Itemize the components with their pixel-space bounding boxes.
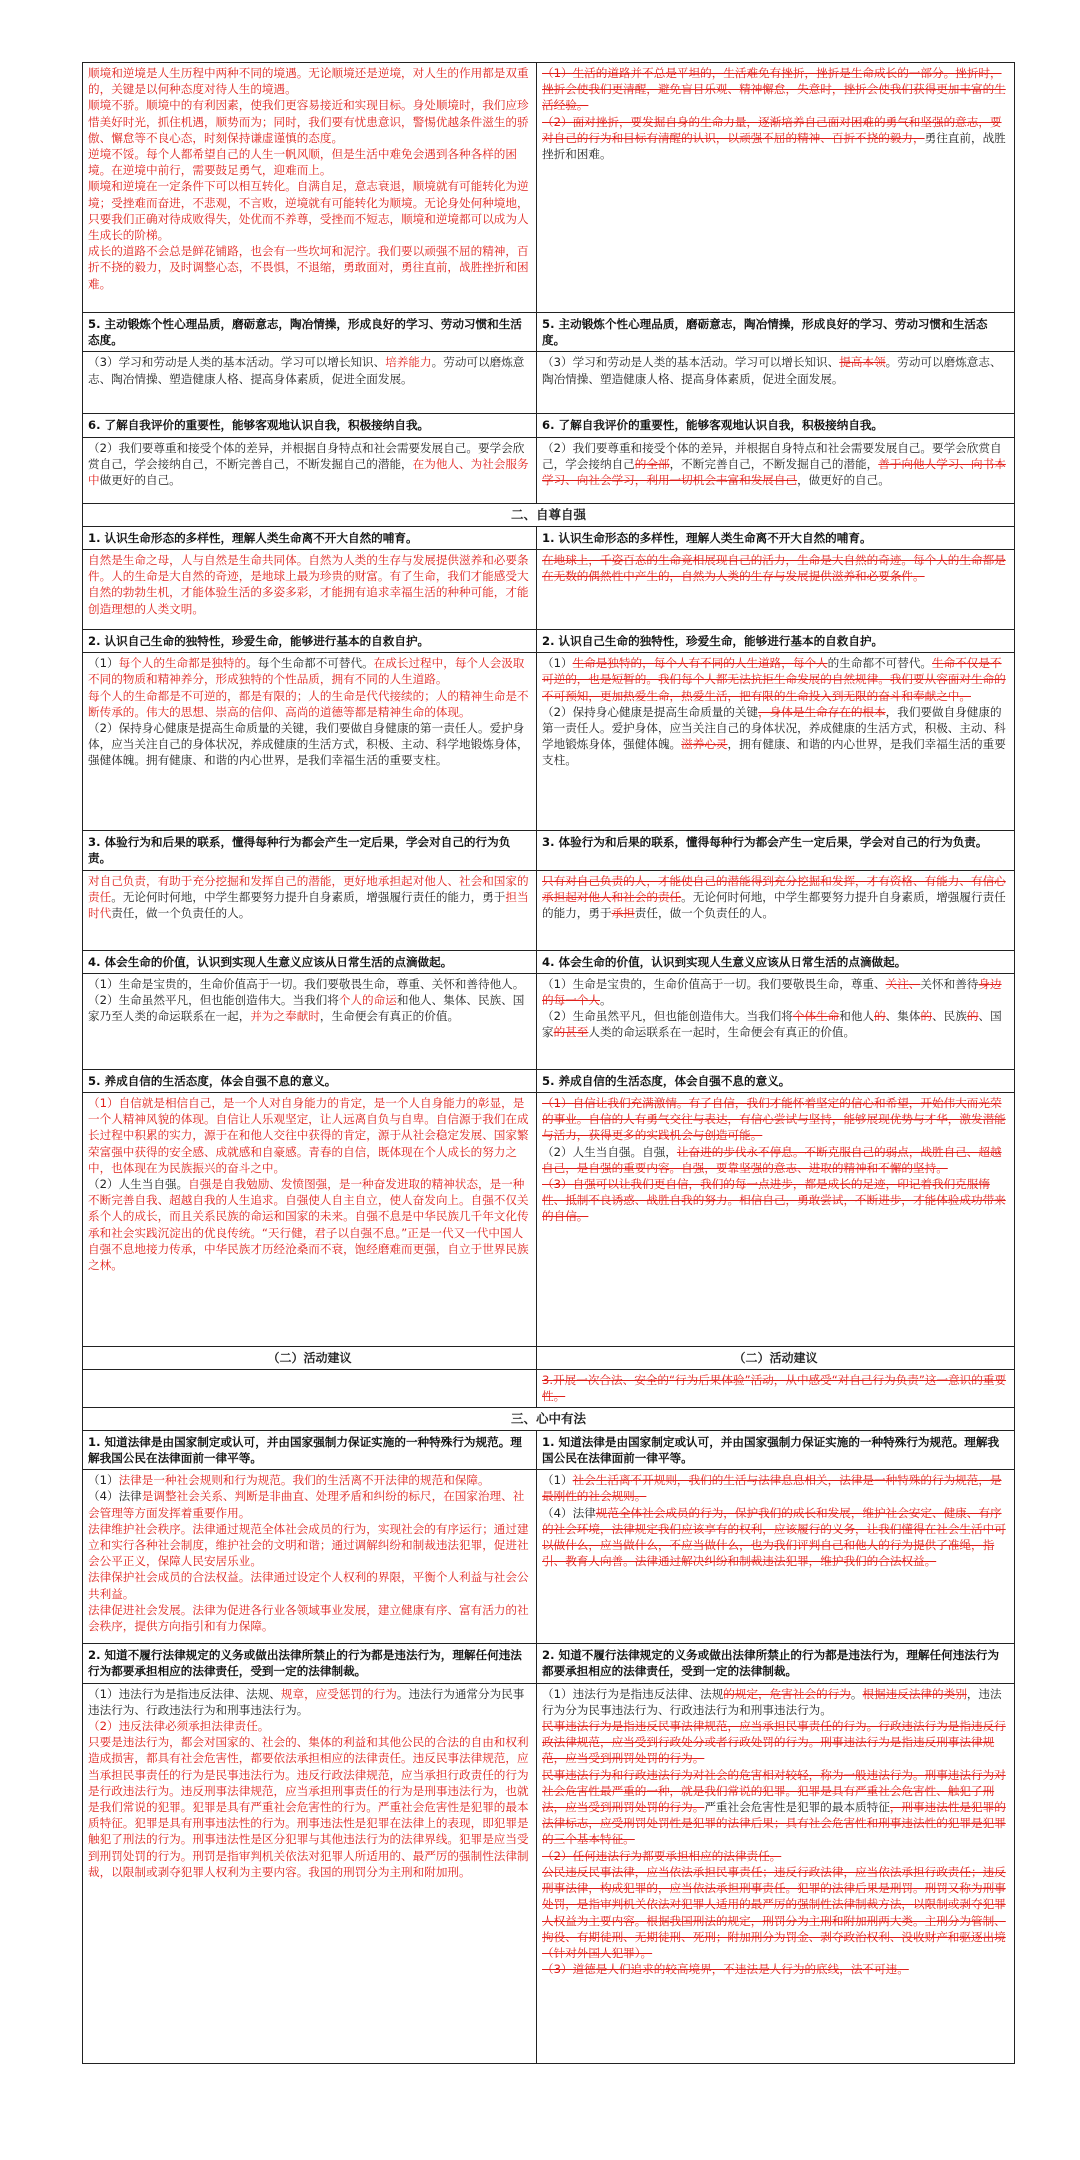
deleted-text: 民事违法行为和行政违法行为对社会的危害相对较轻，称为一般违法行为。刑事违法行为对社会危害性最严重的一种，就是我们常说的犯罪。犯罪是具有严重社会危害性、触犯了刑法，应当受到刑罚处罚的行为。 [542, 1767, 1006, 1815]
content-cell-left [83, 352, 537, 414]
text-run: ，违法行为分为民事违法行为、行政违法行为和刑事违法行为。 [542, 1686, 1002, 1717]
standard-heading-right: 6. 了解自我评价的重要性，能够客观地认识自我，积极接纳自我。 [537, 414, 1015, 437]
added-text: 并为之奉献时 [250, 1009, 320, 1024]
content-cell-left [83, 550, 537, 630]
deleted-text: （3）自强可以让我们更自信，我们的每一点进步，都是成长的足迹，印记着我们克服惰性、抵制不良诱惑、战胜自我的努力。相信自己，勇敢尝试，不断进步，才能体验成功带来的自信。 [542, 1177, 1006, 1224]
paragraph [88, 65, 531, 97]
deleted-text: 个体生命 [792, 1009, 840, 1024]
paragraph [542, 1472, 1009, 1504]
text-run: 、集体 [885, 1009, 921, 1024]
added-text: 法律是一种社会规则和行为规范。我们的生活离不开法律的规范和保障。 [118, 1473, 490, 1488]
paragraph [542, 354, 1009, 386]
table-row [83, 630, 1015, 653]
text-run: （1） [542, 656, 573, 671]
deleted-text: 只有对自己负责的人，才能使自己的潜能得到充分挖掘和发挥，才有资格、有能力、有信心承担起对他人和社会的责任 [542, 873, 1006, 904]
paragraph [88, 1734, 531, 1880]
paragraph [88, 873, 531, 922]
section-title: 二、自尊自强 [83, 503, 1015, 526]
deleted-text: 身边的每一个人 [542, 976, 1002, 1008]
paragraph [88, 97, 531, 146]
deleted-text: 的 [966, 1009, 979, 1024]
standard-heading-right: 1. 知道法律是由国家制定或认可，并由国家强制力保证实施的一种特殊行为规范。理解我国公民在法律面前一律平等。 [537, 1430, 1015, 1469]
added-text: 顺境不骄。顺境中的有利因素，使我们更容易接近和实现目标。身处顺境时，我们应珍惜美好时光，抓住机遇，顺势而为；同时，我们要有忧患意识，警惕优越条件滋生的骄傲、懈怠等不良心态，时刻保持谦虚谨慎的态度。 [88, 98, 529, 145]
text-run: （4）法律 [542, 1505, 596, 1520]
paragraph [88, 146, 531, 178]
added-text: 自然是生命之母，人与自然是生命共同体。自然为人类的生存与发展提供滋养和必要条件。人的生命是大自然的奇迹，是地球上最为珍贵的财富。有了生命，我们才能感受大自然的勃勃生机，才能体验生活的多姿多彩，才能拥有追求幸福生活的种种可能，才能创造理想的人类文明。 [88, 553, 529, 616]
content-cell-left [83, 870, 537, 950]
standard-heading-left: 2. 知道不履行法律规定的义务或做出法律所禁止的行为都是违法行为，理解任何违法行为都要承担相应的法律责任，受到一定的法律制裁。 [83, 1644, 537, 1683]
standard-heading-right: 5. 主动锻炼个性心理品质，磨砺意志，陶冶情操，形成良好的学习、劳动习惯和生活态度。 [537, 313, 1015, 352]
paragraph [88, 688, 531, 720]
text-run: （1）违法行为是指违反法律、法规 [542, 1686, 724, 1701]
table-row [83, 526, 1015, 549]
paragraph [542, 1767, 1009, 1848]
standard-heading-left: 4. 体会生命的价值，认识到实现人生意义应该从日常生活的点滴做起。 [83, 950, 537, 973]
deleted-text: 的规定，危害社会的行为 [723, 1686, 851, 1701]
deleted-text: 公民违反民事法律，应当依法承担民事责任；违反行政法律，应当依法承担行政责任；违反刑事法律，构成犯罪的，应当依法承担刑事责任。犯罪的法律后果是刑罚。刑罚又称为刑事处罚，是指审判机关依法对犯罪人适用的最严厉的强制性法律制裁方法，以限制或剥夺犯罪人权益为主要内容。根据我国刑法的规定，刑罚分为主刑和附加刑两大类。主刑分为管制、拘役、有期徒刑、无期徒刑、死刑；附加刑分为罚金、剥夺政治权利、没收财产和驱逐出境（针对外国人犯罪）。 [542, 1864, 1006, 1960]
text-run: 。劳动可以磨炼意志、陶冶情操、塑造健康人格、提高身体素质，促进全面发展。 [542, 355, 1002, 386]
table-row [83, 1430, 1015, 1469]
paragraph [88, 243, 531, 292]
deleted-text: 的全部 [634, 456, 670, 471]
table-row [83, 1370, 1015, 1407]
paragraph [542, 1718, 1009, 1767]
content-cell-right [537, 1470, 1015, 1644]
paragraph [88, 1602, 531, 1634]
standard-heading-right: 2. 认识自己生命的独特性，珍爱生命，能够进行基本的自救自护。 [537, 630, 1015, 653]
text-run: （1）生命是宝贵的，生命价值高于一切。我们要敬畏生命，尊重、关怀和善待他人。 [88, 976, 525, 991]
table-row [83, 313, 1015, 352]
text-run: 。每个生命都不可替代。 [246, 656, 374, 671]
text-run: （2）我们要尊重和接受个体的差异，并根据自身特点和社会需要发展自己。要学会欣赏自己，学会接纳自己 [542, 440, 1002, 471]
table-row [83, 973, 1015, 1069]
standard-heading-left: 1. 认识生命形态的多样性，理解人类生命离不开大自然的哺育。 [83, 526, 537, 549]
paragraph [542, 1008, 1009, 1040]
text-run: （3）学习和劳动是人类的基本活动。学习可以增长知识、 [542, 355, 840, 370]
standard-heading-left: 5. 主动锻炼个性心理品质，磨砺意志，陶冶情操，形成良好的学习、劳动习惯和生活态度。 [83, 313, 537, 352]
paragraph [542, 440, 1009, 489]
standard-heading-left: 6. 了解自我评价的重要性，能够客观地认识自我，积极接纳自我。 [83, 414, 537, 437]
table-row [83, 550, 1015, 630]
activity-suggestion-right: 3.开展一次合法、安全的“行为后果体验”活动，从中感受“对自己行为负责”这一意识的重要性。 [537, 1370, 1015, 1407]
text-run: 。无论何时何地，中学生都要努力提升自身素质，增强履行责任的能力，勇于 [111, 889, 506, 904]
paragraph [88, 440, 531, 489]
content-cell-right [537, 973, 1015, 1069]
content-cell-left [83, 437, 537, 503]
deleted-text: （1）生活的道路并不总是平坦的，生活难免有挫折，挫折是生命成长的一部分。挫折时，挫折会使我们更清醒，避免盲目乐观、精神懈怠，失意时，挫折会使我们获得更加丰富的生活经验。 [542, 66, 1006, 113]
text-run: 自强， [642, 1144, 677, 1159]
content-cell-right [537, 1093, 1015, 1347]
added-text: 每个人的生命都是不可逆的，都是有限的；人的生命是代代接续的；人的精神生命是不断传承的。伟大的思想、崇高的信仰、高尚的道德等都是精神生命的体现。 [88, 688, 529, 719]
paragraph [88, 655, 531, 687]
deleted-text: （1）自信让我们充满激情。有了自信，我们才能怀着坚定的信心和希望，开始伟大而光荣的事业。自信的人有勇气交往与表达，有信心尝试与坚持，能够展现优势与才华，激发潜能与活力，获得更多的实践机会与创造可能。 [542, 1096, 1006, 1143]
table-row [83, 503, 1015, 526]
paragraph [542, 1144, 1009, 1176]
deleted-text: 在地球上，千姿百态的生命竞相展现自己的活力，生命是大自然的奇迹。每个人的生命都是在无数的偶然性中产生的，自然为人类的生存与发展提供滋养和必要条件。 [542, 553, 1006, 584]
section-title: 三、心中有法 [83, 1407, 1015, 1430]
text-run: （1）违法行为是指违反法律、法规、 [88, 1686, 281, 1701]
content-cell-right [537, 1683, 1015, 2063]
paragraph [88, 720, 531, 769]
paragraph [542, 1505, 1009, 1570]
content-cell-left [83, 1093, 537, 1347]
added-text: 是调整社会关系、判断是非曲直、处理矛盾和纠纷的标尺，在国家治理、社会管理等方面发挥着重要作用。 [88, 1489, 525, 1520]
paragraph [542, 1686, 1009, 1718]
text-run: 。 [850, 1686, 863, 1701]
content-cell-right [537, 63, 1015, 313]
paragraph [542, 976, 1009, 1008]
deleted-text: 生命是独特的，每个人有不同的人生道路，每个人 [572, 656, 828, 671]
added-text: 法律维护社会秩序。法律通过规范全体社会成员的行为，实现社会的有序运行；通过建立和实行各种社会制度，维护社会的文明和谐；通过调解纠纷和制裁违法犯罪，促进社会公平正义，保障人民安居乐业。 [88, 1521, 529, 1569]
text-run: 责任，做一个负责任的人。 [634, 906, 774, 921]
added-text: 在成长过程中，每个人会汲取不同的物质和精神养分，形成独特的个性品质，拥有不同的人生道路。 [88, 656, 525, 687]
content-cell-left [83, 973, 537, 1069]
text-run: 责任，做一个负责任的人。 [111, 906, 251, 921]
deleted-text: 让奋进的步伐永不停息。不断克服自己的弱点，战胜自己、超越自己，是自强的重要内容。自强，要靠坚强的意志、进取的精神和不懈的坚持。 [542, 1144, 1002, 1175]
paragraph [88, 1686, 531, 1718]
paragraph [542, 655, 1009, 704]
table-row [83, 1093, 1015, 1347]
deleted-text: 的 [920, 1009, 933, 1024]
text-run: 和他人、集体、民族、国家乃至人类的命运联系在一起， [88, 993, 525, 1024]
content-cell-right [537, 870, 1015, 950]
text-run: 人类的命运联系在一起时，生命便会有真正的价值。 [588, 1025, 856, 1040]
text-run: （2）保持身心健康是提高生命质量的关键 [542, 704, 759, 719]
added-text: 每个人的生命都是独特的 [118, 656, 247, 671]
content-cell-right [537, 437, 1015, 503]
table-row [83, 950, 1015, 973]
text-run: 、国家 [542, 1009, 1002, 1040]
text-run: （1）生命是宝贵的，生命价值高于一切。我们要敬畏生命，尊重、 [542, 976, 886, 991]
added-text: 逆境不馁。每个人都希望自己的人生一帆风顺，但是生活中难免会遇到各种各样的困境。在逆境中前行，需要鼓足勇气，迎难而上。 [88, 147, 517, 178]
table-row [83, 414, 1015, 437]
content-cell-right [537, 653, 1015, 831]
paragraph [88, 976, 531, 992]
table-row [83, 63, 1015, 313]
text-run: （2）生命虽然平凡，但也能创造伟大。当我们将 [88, 993, 339, 1008]
content-cell-left [83, 1370, 537, 1407]
table-row [83, 437, 1015, 503]
standard-heading-right: 1. 认识生命形态的多样性，理解人类生命离不开大自然的哺育。 [537, 526, 1015, 549]
text-run: ，我们要做自身健康的第一责任人。爱护身体，应当关注自己的身体状况，养成健康的生活方式，积极、主动、科学地锻炼身体，强健体魄。 [542, 704, 1006, 752]
text-run: （3）学习和劳动是人类的基本活动。学习可以增长知识、 [88, 355, 386, 370]
table-row [83, 1069, 1015, 1092]
paragraph [88, 1521, 531, 1570]
added-text: 法律保护社会成员的合法权益。法律通过设定个人权利的界限，平衡个人利益与社会公共利益。 [88, 1570, 529, 1601]
text-run: 勇往直前，战胜挫折和困难。 [542, 130, 1006, 162]
text-run: （2）保持身心健康是提高生命质量的关键，我们要做自身健康的第一责任人。爱护身体，应当关注自己的身体状况，养成健康的生活方式，积极、主动、科学地锻炼身体，强健体魄。拥有健康、和谐的内心世界，是我们幸福生活的重要支柱。 [88, 721, 529, 768]
text-run: 严重社会危害性是犯罪的最本质特征 [704, 1800, 890, 1815]
added-text: （2）违反法律必须承担法律责任。 [88, 1719, 270, 1734]
paragraph [542, 704, 1009, 769]
paragraph [88, 178, 531, 243]
text-run: 关怀和善待 [920, 976, 979, 991]
activity-heading-right: （二）活动建议 [537, 1347, 1015, 1370]
standard-heading-left: 5. 养成自信的生活态度，体会自强不息的意义。 [83, 1069, 537, 1092]
paragraph [88, 1718, 531, 1734]
deleted-text: ，身体是生命存在的根本 [758, 704, 886, 719]
text-run: （1） [88, 656, 119, 671]
table-row [83, 831, 1015, 870]
deleted-text: 关注、 [885, 976, 921, 991]
paragraph [542, 1961, 1009, 1977]
deleted-text: 规范全体社会成员的行为，保护我们的成长和发展，维护社会安定、健康、有序的社会环境，法律规定我们应该享有的权利，应该履行的义务，让我们懂得在社会生活中可以做什么，应当做什么，不应当做什么，也为我们评判自己和他人的行为提供了准绳，指引、教育人向善。法律通过解决纠纷和制裁违法犯罪，维护我们的合法权益。 [542, 1505, 1006, 1569]
content-cell-left [83, 1683, 537, 2063]
deleted-text: 滋养心灵 [681, 737, 728, 752]
added-text: 只要是违法行为，都会对国家的、社会的、集体的利益和其他公民的合法的自由和权利造成损害，都具有社会危害性，都要依法承担相应的法律责任。违反民事法律规范，应当承担民事责任的行为是民事违法行为。违反行政法律规范，应当承担行政责任的行为是行政违法行为。违反刑事法律规范，应当承担刑事责任的行为是刑事违法行为，也就是我们常说的犯罪。犯罪是具有严重社会危害性的行为。严重社会危害性是犯罪的最本质特征。犯罪是具有刑事违法性的行为。刑事违法性是犯罪在法律上的表现，即犯罪是触犯了刑法的行为。刑事违法性是区分犯罪与其他违法行为的法律界线。犯罪是应当受到刑罚处罚的行为。刑罚是指审判机关依法对犯罪人所适用的、最严厉的强制性法律制裁，以限制或剥夺犯罪人权利为主要内容。我国的刑罚分为主刑和附加刑。 [88, 1735, 529, 1879]
standard-heading-right: 4. 体会生命的价值，认识到实现人生意义应该从日常生活的点滴做起。 [537, 950, 1015, 973]
text-run: 。 [599, 993, 612, 1008]
paragraph [88, 1472, 531, 1488]
text-run: 和他人 [839, 1009, 875, 1024]
paragraph [542, 1848, 1009, 1864]
deleted-text: 提高本领 [839, 355, 886, 370]
text-run: （4）法律 [88, 1489, 142, 1504]
text-run: ，做更好的自己。 [797, 473, 890, 488]
text-run: （2）人生当自强。 [542, 1144, 643, 1159]
added-text: 担当时代 [88, 889, 529, 921]
text-run: 的生命都不可替代。 [827, 656, 933, 671]
deleted-text: 的甚至 [553, 1025, 589, 1040]
added-text: 在为他人、为社会服务中 [88, 456, 529, 488]
paragraph [88, 552, 531, 617]
text-run: 。劳动可以磨炼意志、陶冶情操、塑造健康人格、提高身体素质，促进全面发展。 [88, 355, 525, 386]
content-cell-left [83, 653, 537, 831]
paragraph [542, 1095, 1009, 1144]
table-row [83, 352, 1015, 414]
table-row [83, 870, 1015, 950]
standard-heading-left: 3. 体验行为和后果的联系，懂得每种行为都会产生一定后果，学会对自己的行为负责。 [83, 831, 537, 870]
paragraph [542, 1176, 1009, 1225]
table-row [83, 1407, 1015, 1430]
paragraph [542, 873, 1009, 922]
added-text: 顺境和逆境是人生历程中两种不同的境遇。无论顺境还是逆境，对人生的作用都是双重的，关键是以何种态度对待人生的境遇。 [88, 66, 529, 97]
paragraph [542, 552, 1009, 584]
added-text: 规章，应受惩罚的行为 [280, 1686, 397, 1701]
deleted-text: 生命不仅是不可逆的，也是短暂的。我们每个人都无法抗拒生命发展的自然规律。我们要从容面对生命的不可预知，更加热爱生命，热爱生活，把有限的生命投入到无限的奋斗和奉献之中。 [542, 656, 1006, 703]
standard-heading-left: 2. 认识自己生命的独特性，珍爱生命，能够进行基本的自救自护。 [83, 630, 537, 653]
added-text: 个人的命运 [338, 993, 397, 1008]
deleted-text: 善于向他人学习、向书本学习、向社会学习，利用一切机会丰富和发展自己 [542, 456, 1006, 488]
added-text: 法律促进社会发展。法律为促进各行业各领域事业发展，建立健康有序、富有活力的社会秩序，提供方向指引和有力保障。 [88, 1602, 529, 1634]
text-run: 。无论何时何地，中学生都要努力提升自身素质，增强履行责任的能力，勇于 [542, 889, 1006, 921]
added-text: ，有助于充分挖掘和发挥自己的潜能，更好地承担起对他人、社会和国家的责任 [88, 873, 529, 904]
text-run: 、民族 [932, 1009, 967, 1024]
standard-heading-right: 2. 知道不履行法律规定的义务或做出法律所禁止的行为都是违法行为，理解任何违法行为都要承担相应的法律责任，受到一定的法律制裁。 [537, 1644, 1015, 1683]
added-text: 培养能力 [385, 355, 432, 370]
paragraph [542, 65, 1009, 114]
text-run: （1） [542, 1473, 573, 1488]
paragraph [542, 1864, 1009, 1961]
deleted-text: （2）任何违法行为都要承担相应的法律责任。 [542, 1848, 782, 1863]
paragraph [88, 1176, 531, 1273]
deleted-text: （3）道德是人们追求的较高境界，不违法是人行为的底线，法不可违。 [542, 1962, 909, 1977]
paragraph [88, 992, 531, 1024]
text-run: 做更好的自己。 [99, 473, 181, 488]
content-cell-left [83, 63, 537, 313]
table-row [83, 1347, 1015, 1370]
text-run: （1） [88, 1473, 119, 1488]
comparison-document [82, 62, 1014, 2064]
deleted-text: （2）面对挫折，要发掘自身的生命力量，逐渐培养自己面对困难的勇气和坚强的意志，要对自己的行为和目标有清醒的认识，以顽强不屈的精神、百折不挠的毅力， [542, 114, 1002, 145]
standard-heading-right: 5. 养成自信的生活态度，体会自强不息的意义。 [537, 1069, 1015, 1092]
deleted-text: ，刑事违法性是犯罪的法律标志，应受刑罚处罚性是犯罪的法律后果；具有社会危害性和刑事违法性的犯罪是犯罪的三个基本特征。 [542, 1800, 1006, 1847]
deleted-text: 社会生活离不开规则，我们的生活与法律息息相关，法律是一种特殊的行为规范，是最刚性的社会规则。 [542, 1473, 1002, 1504]
table-row [83, 653, 1015, 831]
table-row [83, 1683, 1015, 2063]
deleted-text: 民事违法行为是指违反民事法律规范，应当承担民事责任的行为。行政违法行为是指违反行政法律规范，应当受到行政处分或者行政处罚的行为。刑事违法行为是指违反刑事法律规范，应当受到刑罚处罚的行为。 [542, 1719, 1006, 1766]
added-text: （1）自信就是相信自己，是一个人对自身能力的肯定，是一个人自身能力的彰显，是一个人精神风貌的体现。自信让人乐观坚定，让人远离自负与自卑。自信源于我们在成长过程中积累的实力，源于在和他人交往中获得的肯定，源于从社会稳定发展、国家繁荣富强中获得的安全感、成就感和自豪感。青春的自信，既体现在个人成长的努力之中，也体现在为民族振兴的奋斗之中。 [88, 1096, 529, 1175]
paragraph [88, 1488, 531, 1520]
standard-heading-right: 3. 体验行为和后果的联系，懂得每种行为都会产生一定后果，学会对自己的行为负责。 [537, 831, 1015, 870]
text-run: ，生命便会有真正的价值。 [319, 1009, 460, 1024]
paragraph [88, 354, 531, 386]
table-row [83, 1470, 1015, 1644]
text-run: （2）我们要尊重和接受个体的差异，并根据自身特点和社会需要发展自己。要学会欣赏自己，学会接纳自己，不断完善自己，不断发掘自己的潜能， [88, 440, 525, 471]
text-run: 。违法行为通常分为民事违法行为、行政违法行为和刑事违法行为。 [88, 1686, 525, 1717]
paragraph [88, 1569, 531, 1601]
added-text: 对自己负责 [88, 873, 146, 888]
content-cell-right [537, 550, 1015, 630]
paragraph [542, 114, 1009, 163]
text-run: ，不断完善自己，不断发掘自己的潜能， [669, 456, 879, 471]
added-text: 顺境和逆境在一定条件下可以相互转化。自满自足，意志衰退，顺境就有可能转化为逆境；受挫难而奋进，不悲观，不言败，逆境就有可能转化为顺境。无论身处何种境地，只要我们正确对待成败得失，处优而不养尊，受挫而不短志，顺境和逆境都可以成为人生成长的阶梯。 [88, 179, 529, 243]
text-run: ，拥有健康、和谐的内心世界，是我们幸福生活的重要支柱。 [542, 737, 1006, 768]
activity-heading-left: （二）活动建议 [83, 1347, 537, 1370]
content-cell-right [537, 352, 1015, 414]
paragraph [88, 1095, 531, 1176]
added-text: 自强是自我勉励、发愤图强，是一种奋发进取的精神状态，是一种不断完善自我、超越自我的人生追求。自强使人自主自立，使人奋发向上。自强不仅关系个人的成长，而且关系民族的命运和国家的未来。自强不息是中华民族几千年文化传承和社会实践沉淀出的优良传统。“天行健，君子以自强不息。”正是一代又一代中国人自强不息地接力传承，中华民族才历经沧桑而不衰，饱经磨难而更强，自立于世界民族之林。 [88, 1177, 529, 1273]
deleted-text: 根据违反法律的类别 [862, 1686, 967, 1701]
text-run: （2）人生当自强。 [88, 1177, 189, 1192]
deleted-text: 的 [874, 1009, 886, 1024]
added-text: 成长的道路不会总是鲜花铺路，也会有一些坎坷和泥泞。我们要以顽强不屈的精神，百折不挠的毅力，及时调整心态，不畏惧，不退缩，勇敢面对，勇往直前，战胜挫折和困难。 [88, 244, 529, 291]
table-row [83, 1644, 1015, 1683]
comparison-table [82, 62, 1015, 2064]
deleted-text: 承担 [611, 906, 635, 921]
text-run: （2）生命虽然平凡，但也能创造伟大。当我们将 [542, 1009, 793, 1024]
standard-heading-left: 1. 知道法律是由国家制定或认可，并由国家强制力保证实施的一种特殊行为规范。理解我国公民在法律面前一律平等。 [83, 1430, 537, 1469]
content-cell-left [83, 1470, 537, 1644]
